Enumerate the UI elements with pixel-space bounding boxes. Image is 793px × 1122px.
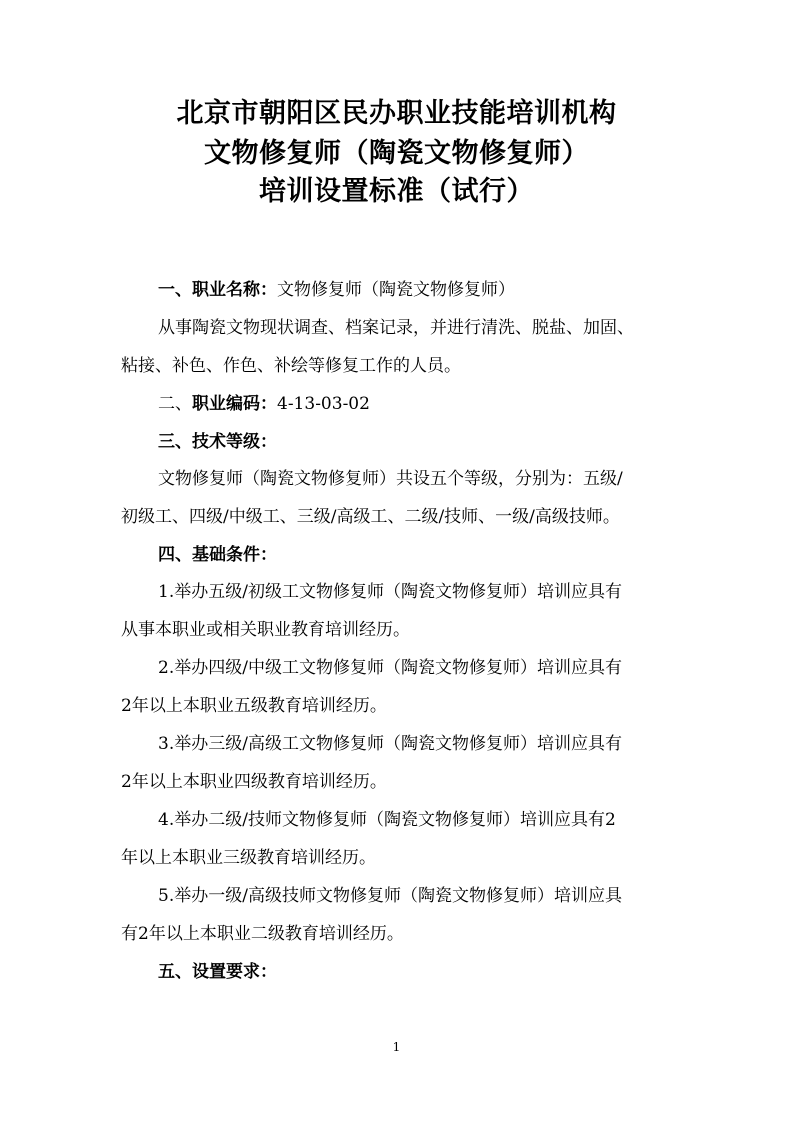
requirement-line: 5.举办一级/高级技师文物修复师（陶瓷文物修复师）培训应具: [158, 886, 622, 906]
requirement-line: 2年以上本职业四级教育培训经历。: [121, 772, 387, 792]
section-heading: 四、基础条件：: [158, 545, 277, 565]
requirement-line: 4.举办二级/技师文物修复师（陶瓷文物修复师）培训应具有2: [158, 810, 616, 830]
document-title-line-3: 培训设置标准（试行）: [259, 176, 534, 207]
document-title-line-1: 北京市朝阳区民办职业技能培训机构: [176, 98, 617, 129]
section-heading: 一、职业名称：: [158, 280, 277, 300]
requirement-line: 2.举办四级/中级工文物修复师（陶瓷文物修复师）培训应具有: [158, 658, 622, 678]
section-heading: 三、技术等级：: [158, 432, 277, 452]
document-title-line-2: 文物修复师（陶瓷文物修复师）: [204, 138, 589, 169]
skill-level-line: 初级工、四级/中级工、三级/高级工、二级/技师、一级/高级技师。: [121, 507, 620, 527]
section-heading: 五、设置要求：: [158, 962, 277, 982]
requirement-line: 年以上本职业三级教育培训经历。: [121, 848, 376, 868]
section-prefix: 二、: [158, 394, 192, 414]
section-occupation-code: [158, 392, 370, 416]
requirement-line: 3.举办三级/高级工文物修复师（陶瓷文物修复师）培训应具有: [158, 734, 622, 754]
occupation-name-value: 文物修复师（陶瓷文物修复师）: [277, 280, 515, 300]
requirement-line: 从事本职业或相关职业教育培训经历。: [121, 620, 410, 640]
skill-level-line: 文物修复师（陶瓷文物修复师）共设五个等级，分别为：五级/: [158, 469, 623, 489]
requirement-line: 1.举办五级/初级工文物修复师（陶瓷文物修复师）培训应具有: [158, 582, 622, 602]
page-number: 1: [392, 1040, 401, 1054]
requirement-line: 有2年以上本职业二级教育培训经历。: [121, 924, 404, 944]
requirement-line: 2年以上本职业五级教育培训经历。: [121, 696, 387, 716]
occupation-description-line: 粘接、补色、作色、补绘等修复工作的人员。: [121, 356, 461, 376]
occupation-code-value: 4-13-03-02: [277, 394, 370, 414]
section-heading: 职业编码：: [192, 394, 277, 414]
occupation-description-line: 从事陶瓷文物现状调查、档案记录，并进行清洗、脱盐、加固、: [158, 318, 634, 338]
section-occupation-name: [158, 278, 515, 302]
